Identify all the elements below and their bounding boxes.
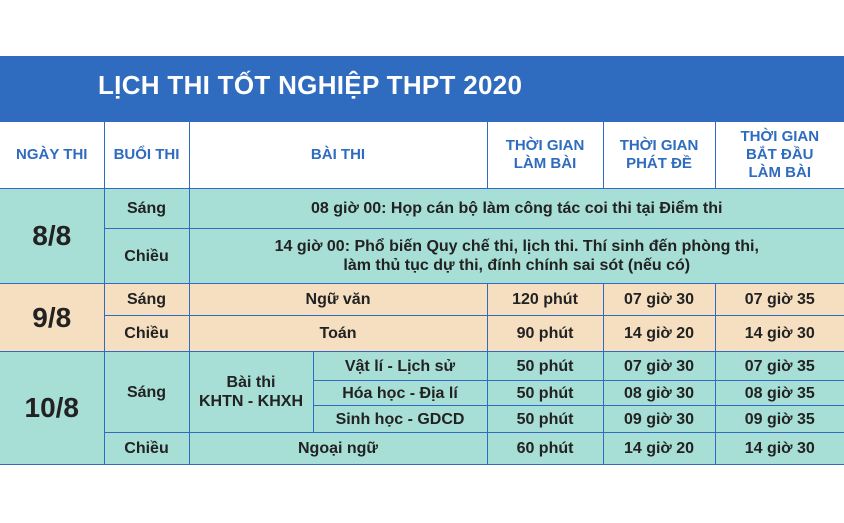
duration-cell: 90 phút bbox=[487, 316, 603, 352]
duration-cell: 60 phút bbox=[487, 433, 603, 465]
start-time-cell: 14 giờ 30 bbox=[715, 316, 844, 352]
subject-cell: Sinh học - GDCD bbox=[313, 406, 487, 433]
header-buoi-thi: BUỔI THI bbox=[104, 122, 189, 189]
session-cell: Chiều bbox=[104, 433, 189, 465]
table-row bbox=[0, 284, 844, 316]
note-cell: 08 giờ 00: Họp cán bộ làm công tác coi thi tại Điểm thi bbox=[189, 189, 844, 229]
exam-date: 10/8 bbox=[0, 352, 104, 465]
session-cell: Sáng bbox=[104, 352, 189, 433]
table-row bbox=[0, 316, 844, 352]
subject-group-cell: Bài thi KHTN - KHXH bbox=[189, 352, 313, 433]
start-time-cell: 07 giờ 35 bbox=[715, 352, 844, 381]
hand-out-time-cell: 09 giờ 30 bbox=[603, 406, 715, 433]
hand-out-time-cell: 07 giờ 30 bbox=[603, 352, 715, 381]
header-thoi-gian-bat-dau: THỜI GIAN BẮT ĐẦU LÀM BÀI bbox=[715, 122, 844, 189]
table-row bbox=[0, 433, 844, 465]
title-banner bbox=[0, 56, 844, 121]
session-cell: Sáng bbox=[104, 284, 189, 316]
duration-cell: 50 phút bbox=[487, 352, 603, 381]
page-title: LỊCH THI TỐT NGHIỆP THPT 2020 bbox=[98, 70, 523, 100]
duration-cell: 50 phút bbox=[487, 406, 603, 433]
hand-out-time-cell: 08 giờ 30 bbox=[603, 381, 715, 406]
header-bai-thi: BÀI THI bbox=[189, 122, 487, 189]
header-ngay-thi: NGÀY THI bbox=[0, 122, 104, 189]
session-cell: Chiều bbox=[104, 229, 189, 284]
table-row bbox=[0, 352, 844, 381]
subject-cell: Ngoại ngữ bbox=[189, 433, 487, 465]
exam-date: 9/8 bbox=[0, 284, 104, 352]
table-row bbox=[0, 189, 844, 229]
hand-out-time-cell: 07 giờ 30 bbox=[603, 284, 715, 316]
session-cell: Chiều bbox=[104, 316, 189, 352]
start-time-cell: 07 giờ 35 bbox=[715, 284, 844, 316]
header-thoi-gian-phat-de: THỜI GIAN PHÁT ĐỀ bbox=[603, 122, 715, 189]
subject-cell: Ngữ văn bbox=[189, 284, 487, 316]
start-time-cell: 09 giờ 35 bbox=[715, 406, 844, 433]
exam-schedule-table bbox=[0, 121, 844, 465]
header-thoi-gian-lam-bai: THỜI GIAN LÀM BÀI bbox=[487, 122, 603, 189]
table-row bbox=[0, 229, 844, 284]
exam-date: 8/8 bbox=[0, 189, 104, 284]
subject-cell: Hóa học - Địa lí bbox=[313, 381, 487, 406]
hand-out-time-cell: 14 giờ 20 bbox=[603, 433, 715, 465]
subject-cell: Toán bbox=[189, 316, 487, 352]
header-row bbox=[0, 122, 844, 189]
subject-cell: Vật lí - Lịch sử bbox=[313, 352, 487, 381]
start-time-cell: 14 giờ 30 bbox=[715, 433, 844, 465]
hand-out-time-cell: 14 giờ 20 bbox=[603, 316, 715, 352]
start-time-cell: 08 giờ 35 bbox=[715, 381, 844, 406]
duration-cell: 120 phút bbox=[487, 284, 603, 316]
duration-cell: 50 phút bbox=[487, 381, 603, 406]
session-cell: Sáng bbox=[104, 189, 189, 229]
note-cell: 14 giờ 00: Phổ biến Quy chế thi, lịch thi. Thí sinh đến phòng thi, làm thủ tục dự thi, đính chính sai sót (nếu có) bbox=[189, 229, 844, 284]
